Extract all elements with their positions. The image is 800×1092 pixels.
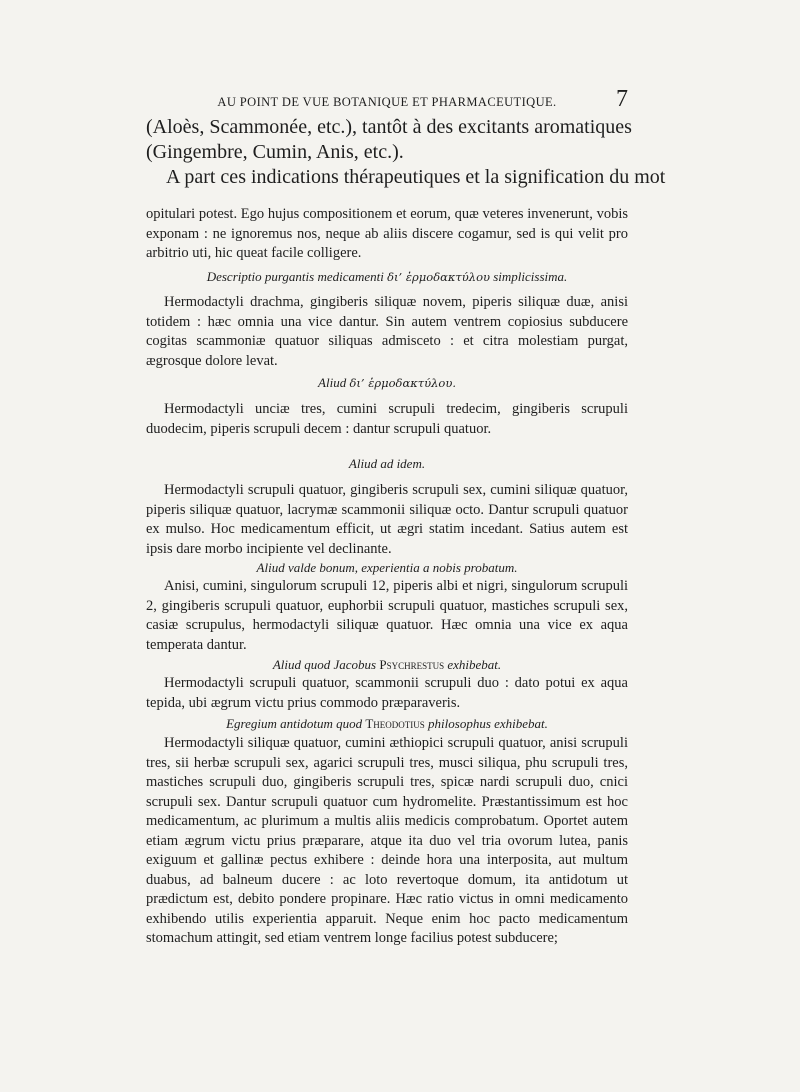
recipe-1-heading-prefix: Descriptio purgantis medicamenti <box>206 269 384 284</box>
recipe-6-heading-name: Theodotius <box>365 716 425 731</box>
running-head: AU POINT DE VUE BOTANIQUE ET PHARMACEUTIQUE. <box>217 95 557 109</box>
recipe-6-body: Hermodactyli siliquæ quatuor, cumini æthiopici scrupuli quatuor, anisi scrupuli tres, sii herbæ scrupuli sex, agarici scrupuli tres, musci siliqua, phu scrupuli tres, mastiches scrupuli duo, gingiberis scrupuli tres, spicæ nardi scrupuli duo, cnici scrupuli sex. Dantur scrupuli quatuor cum hydromelite. Præstantissimum est hoc medicamentum, ac plurimum a multis aliis medicis comprobatum. Oportet autem etiam ægrum victu prius præparare, atque ita duo vel tria ovorum lutea, panis exiguum et gallinæ pectus exhibere : deinde hora una interposita, aut multum duabus, ad balneum ducere : ac loto revertoque domum, ita antidotum ut prædictum est, debito pondere propinare. Hæc ratio victus in omni medicamento exhibendo utilis experientia apparuit. Neque enim hoc pacto medicamentum stomachum attingit, sed etiam ventrem longe facilius potest subducere; <box>146 735 628 946</box>
recipe-2-body: Hermodactyli unciæ tres, cumini scrupuli tredecim, gingiberis scrupuli duodecim, piperis scrupuli decem : dantur scrupuli quatuor. <box>146 401 628 437</box>
french-line-2: (Gingembre, Cumin, Anis, etc.). <box>146 141 404 163</box>
recipe-4-heading: Aliud valde bonum, experientia a nobis probatum. <box>256 560 518 575</box>
recipe-5-heading-suffix: exhibebat. <box>447 657 502 672</box>
recipe-2-heading-greek: δι’ ἑρμοδακτύλου. <box>349 376 456 390</box>
recipe-2-heading-prefix: Aliud <box>318 375 347 390</box>
recipe-5-heading-name: Psychrestus <box>379 657 445 672</box>
recipe-3-heading: Aliud ad idem. <box>348 456 426 471</box>
french-line-3: A part ces indications thérapeutiques et la signification du mot <box>166 166 666 188</box>
recipe-4-body: Anisi, cumini, singulorum scrupuli 12, piperis albi et nigri, singulorum scrupuli 2, gingiberis scrupuli quatuor, euphorbii scrupuli quatuor, mastiches scrupuli sex, casiæ scrupulus, hermodactyli siliquæ quatuor. Hæc omnia una vice ex aqua temperata dantur. <box>146 578 628 653</box>
recipe-1-heading-greek: δι’ ἑρμοδακτύλου <box>387 270 490 284</box>
recipe-5-body: Hermodactyli scrupuli quatuor, scammonii scrupuli duo : dato potui ex aqua tepida, ubi ægrum victu prius commodo præparaveris. <box>146 675 628 711</box>
recipe-6-heading-prefix: Egregium antidotum quod <box>226 716 363 731</box>
recipe-3-body: Hermodactyli scrupuli quatuor, gingiberis scrupuli sex, cumini siliquæ quatuor, piperis siliquæ quatuor, lacrymæ scammonii siliquæ octo. Dantur scrupuli quatuor ex mulso. Hoc medicamentum efficit, ut ægri statim incedant. Satius autem est ipsis dare morbo incipiente vel declinante. <box>146 482 628 557</box>
latin-intro-paragraph: opitulari potest. Ego hujus compositionem et eorum, quæ veteres invenerunt, vobis exponam : ne ignoremus nos, neque ab aliis discere cogamur, sed is qui velit pro arbitrio uti, hic queat facile colligere. <box>146 206 628 261</box>
recipe-1-body: Hermodactyli drachma, gingiberis siliquæ novem, piperis siliquæ duæ, anisi totidem : hæc omnia una vice dantur. Sin autem ventrem copiosius subducere cogitas scammoniæ quatuor siliquas admisceto : et citra molestiam purgat, ægrosque dolore levat. <box>146 294 628 369</box>
recipe-6-heading-suffix: philosophus exhibebat. <box>428 716 548 731</box>
recipe-2-heading <box>146 374 628 392</box>
recipe-5-heading-prefix: Aliud quod Jacobus <box>272 657 377 672</box>
recipe-5-heading <box>146 656 628 674</box>
recipe-6-heading <box>146 715 628 733</box>
page-header <box>196 86 628 116</box>
french-line-1: (Aloès, Scammonée, etc.), tantôt à des excitants aromatiques <box>146 116 632 138</box>
page-number: 7 <box>616 86 628 112</box>
recipe-1-heading-suffix: simplicissima. <box>493 269 568 284</box>
recipe-1-heading <box>146 268 628 286</box>
